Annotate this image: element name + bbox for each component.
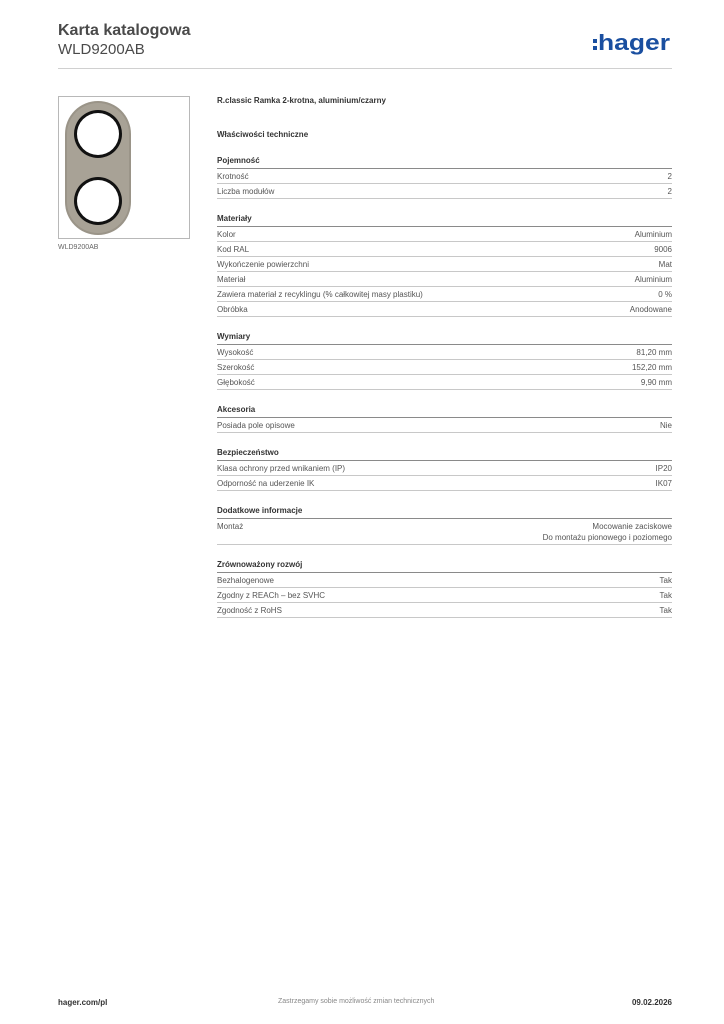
spec-label: Zgodny z REACh – bez SVHC — [217, 591, 326, 600]
page-footer — [58, 998, 672, 1010]
spec-label: Montaż — [217, 522, 244, 531]
spec-label: Wysokość — [217, 348, 254, 357]
spec-label: Głębokość — [217, 378, 255, 387]
spec-row — [217, 272, 672, 287]
spec-label: Szerokość — [217, 363, 255, 372]
spec-row — [217, 287, 672, 302]
spec-value-text: Aluminium — [634, 275, 672, 284]
spec-value-text: Mocowanie zaciskowe — [592, 522, 672, 531]
spec-value-text: 2 — [667, 187, 672, 196]
svg-text:hager: hager — [598, 30, 671, 55]
spec-value — [641, 377, 672, 388]
spec-label: Materiał — [217, 275, 246, 284]
spec-value-text: Nie — [659, 421, 672, 430]
spec-value-text: Tak — [659, 576, 672, 585]
spec-section — [217, 559, 672, 618]
spec-row — [217, 418, 672, 433]
spec-row — [217, 519, 672, 545]
product-code: WLD9200AB — [58, 41, 145, 58]
spec-row — [217, 242, 672, 257]
spec-row — [217, 375, 672, 390]
spec-value-text: IK07 — [655, 479, 672, 488]
spec-label: Posiada pole opisowe — [217, 421, 295, 430]
spec-row — [217, 588, 672, 603]
spec-row — [217, 227, 672, 242]
spec-value — [654, 244, 672, 255]
spec-value — [656, 478, 672, 489]
spec-label: Zawiera materiał z recyklingu (% całkowitej masy plastiku) — [217, 290, 423, 299]
spec-label: Obróbka — [217, 305, 248, 314]
spec-value-text: 81,20 mm — [636, 348, 672, 357]
section-title: Akcesoria — [217, 404, 672, 418]
section-title: Wymiary — [217, 331, 672, 345]
spec-value — [636, 347, 672, 358]
footer-date: 09.02.2026 — [631, 998, 672, 1007]
spec-label: Kolor — [217, 230, 236, 239]
spec-value-text: Tak — [659, 591, 672, 600]
section-title: Bezpieczeństwo — [217, 447, 672, 461]
spec-row — [217, 476, 672, 491]
spec-value — [635, 229, 672, 240]
product-image-frame — [58, 96, 190, 239]
spec-row — [217, 461, 672, 476]
spec-value — [659, 259, 672, 270]
spec-value-text: Tak — [659, 606, 672, 615]
spec-value — [668, 186, 672, 197]
spec-value — [658, 289, 672, 300]
spec-row — [217, 184, 672, 199]
spec-value-text: Aluminium — [634, 230, 672, 239]
hager-logo — [592, 28, 672, 56]
page-header — [58, 22, 672, 70]
spec-row — [217, 603, 672, 618]
spec-value — [660, 590, 672, 601]
properties-heading: Właściwości techniczne — [217, 130, 309, 139]
spec-label: Zgodność z RoHS — [217, 606, 282, 615]
document-title: Karta katalogowa — [58, 22, 191, 39]
spec-label: Kod RAL — [217, 245, 250, 254]
spec-row — [217, 573, 672, 588]
spec-row — [217, 345, 672, 360]
spec-row — [217, 169, 672, 184]
spec-section — [217, 213, 672, 317]
spec-value — [635, 274, 672, 285]
spec-value-text: 9006 — [654, 245, 672, 254]
spec-value-text: 2 — [667, 172, 672, 181]
image-caption: WLD9200AB — [58, 244, 99, 251]
spec-label: Klasa ochrony przed wnikaniem (IP) — [217, 464, 346, 473]
spec-label: Odporność na uderzenie IK — [217, 479, 315, 488]
spec-section — [217, 505, 672, 545]
spec-value — [660, 420, 672, 431]
spec-value — [630, 304, 672, 315]
spec-value-text: 152,20 mm — [631, 363, 672, 372]
spec-label: Liczba modułów — [217, 187, 275, 196]
footer-url[interactable]: hager.com/pl — [58, 998, 108, 1007]
spec-value — [660, 575, 672, 586]
section-title: Zrównoważony rozwój — [217, 559, 672, 573]
spec-value-text: Anodowane — [629, 305, 672, 314]
spec-section — [217, 155, 672, 199]
spec-value-text: IP20 — [655, 464, 672, 473]
header-divider — [58, 68, 672, 69]
spec-value — [632, 362, 672, 373]
spec-row — [217, 302, 672, 317]
spec-value-text-line2: Do montażu pionowego i poziomego — [542, 533, 672, 542]
spec-sections — [217, 155, 672, 618]
spec-row — [217, 257, 672, 272]
spec-section — [217, 331, 672, 390]
footer-disclaimer: Zastrzegamy sobie możliwość zmian technicznych — [278, 998, 435, 1005]
spec-label: Bezhalogenowe — [217, 576, 274, 585]
spec-row — [217, 360, 672, 375]
spec-label: Krotność — [217, 172, 249, 181]
spec-value — [656, 463, 672, 474]
spec-value-text: 9,90 mm — [640, 378, 672, 387]
spec-value-text: Mat — [658, 260, 672, 269]
spec-label: Wykończenie powierzchni — [217, 260, 309, 269]
product-details — [217, 95, 672, 618]
product-title: R.classic Ramka 2-krotna, aluminium/czarny — [217, 96, 386, 105]
product-image — [59, 97, 189, 238]
spec-value — [668, 171, 672, 182]
section-title: Materiały — [217, 213, 672, 227]
spec-section — [217, 447, 672, 491]
section-title: Pojemność — [217, 155, 672, 169]
spec-section — [217, 404, 672, 433]
section-title: Dodatkowe informacje — [217, 505, 672, 519]
spec-value — [543, 521, 672, 543]
spec-value — [660, 605, 672, 616]
spec-value-text: 0 % — [658, 290, 672, 299]
